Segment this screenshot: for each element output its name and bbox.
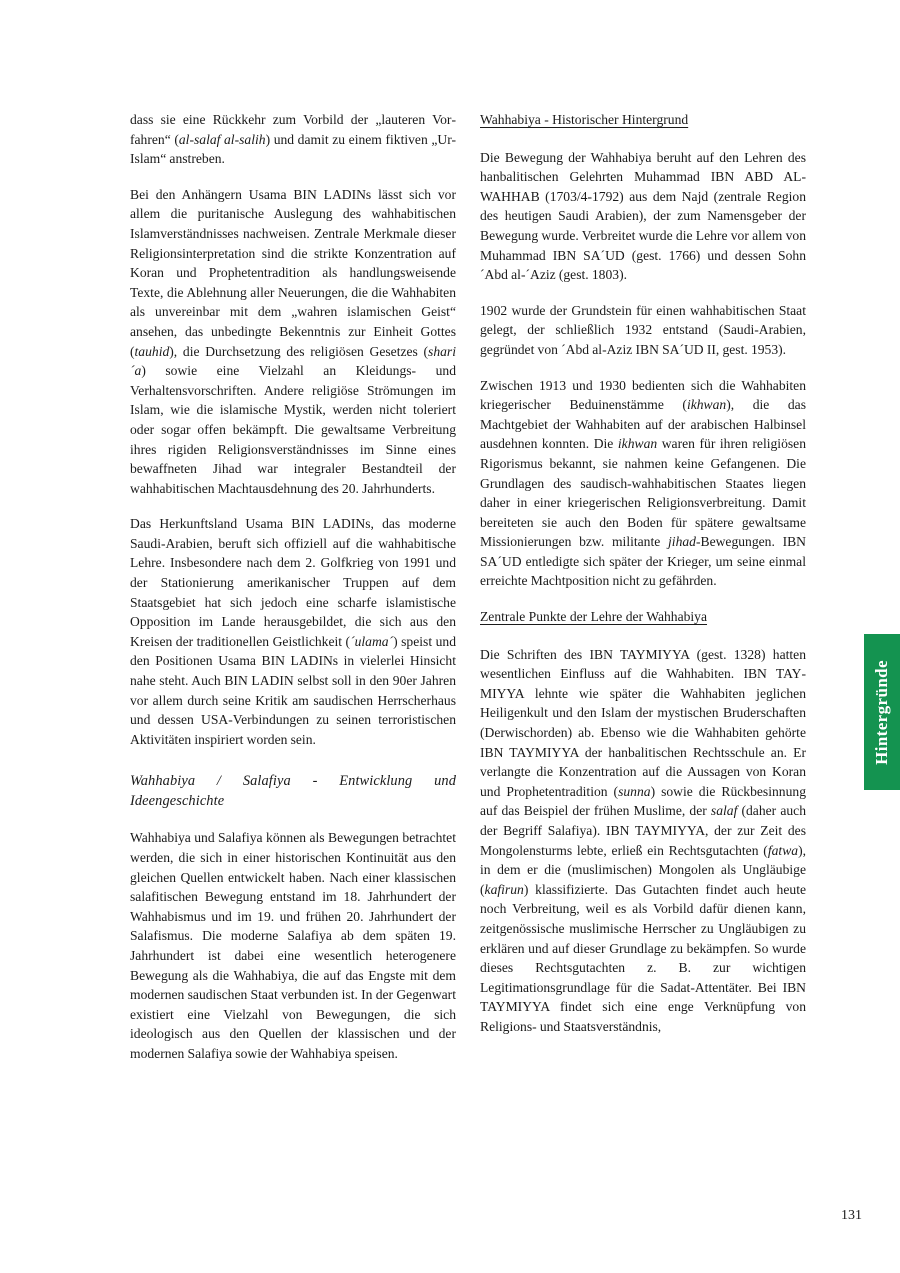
paragraph: Wahhabiya und Salafiya können als Bewegungen betrachtet werden, die sich in einer historischen Kontinuität aus den gleichen Quellen entwickelt haben. Nach einer klassischen salafitischen Bewegung entstand im 18. Jahrhundert der Wahhabismus und im 19. und frühen 20. Jahrhundert der Salafismus. Die moderne Salafiya ab dem späten 19. Jahrhundert ist dabei eine wesentlich heterogenere Bewegung als die Wahhabiya, die auf das Engste mit dem modernen saudischen Staat verbunden ist. In der Gegenwart existiert eine Vielzahl von Bewegungen, die sich ideologisch aus den Quellen der klassischen und der modernen Salafiya sowie der Wahhabiya speisen. <box>130 830 456 1061</box>
right-text-column <box>480 110 806 1080</box>
section-heading: Wahhabiya / Salafiya - Entwicklung und Ideengeschichte <box>130 773 456 810</box>
italic-term: jihad <box>668 534 696 550</box>
page-number: 131 <box>841 1208 862 1223</box>
paragraph: 1902 wurde der Grundstein für einen wahhabitischen Staat gelegt, der schließlich 1932 entstand (Saudi-Arabien, gegründet von ´Abd al-Aziz IBN SA´UD II, gest. 1953). <box>480 302 806 357</box>
italic-term: shari´a <box>130 343 456 379</box>
italic-term: al-salaf al-salih <box>178 131 266 147</box>
paragraph: Zwischen 1913 und 1930 bedienten sich die Wahhabiten kriegerischer Beduinenstämme (ikhwan), die das Machtgebiet der Wahhabiten auf der arabischen Halbinsel ausdehnen konnten. Die ikhwan waren für ihren religiösen Rigorismus bekannt, sie nahmen keine Gefangenen. Die Grundlagen des saudisch-wahhabitischen Staates liegen daher in einer kriegerischen Religionsverbreitung. Damit bereiteten sie auch den Boden für spätere gewaltsame Missionierungen bzw. militante jihad-Bewegungen. IBN SA´UD entledigte sich später der Krieger, um seine einmal erreichte Machtposition nicht zu gefährden. <box>480 377 807 589</box>
paragraph: Das Herkunftsland Usama BIN LADINs, das moderne Saudi-Arabien, beruft sich offiziell auf die wahhabitische Lehre. Insbesondere nach dem 2. Golfkrieg von 1991 und der Stationierung amerikanischer Truppen auf dem Staatsgebiet hat sich jedoch eine scharfe islamistische Opposition im Lande herausgebildet, die sich aus den Kreisen der traditionellen Geistlichkeit (´ulama´) speist und den Positionen Usama BIN LADINs in vielerlei Hinsicht nahe steht. Auch BIN LADIN selbst soll in den 90er Jahren vor allem durch seine Kritik am saudischen Herrscherhaus und dessen USA-Verbindungen zu seinen terroristischen Aktivitäten inspiriert worden sein. <box>130 516 456 747</box>
italic-term: salaf <box>710 803 738 819</box>
italic-term: ´ulama´ <box>350 633 394 649</box>
sub-heading-zentrale-punkte: Zentrale Punkte der Lehre der Wahhabiya <box>480 609 708 625</box>
sub-heading-historischer-hintergrund: Wahhabiya - Historischer Hintergrund <box>480 112 689 127</box>
paragraph: dass sie eine Rückkehr zum Vorbild der „lauteren Vorfahren“ (al-salaf al-salih) und damit zu einem fiktiven „Ur-Islam“ anstreben. <box>130 112 456 167</box>
italic-term: kafirun <box>484 881 524 897</box>
paragraph: Die Bewegung der Wahhabiya beruht auf den Lehren des hanbalitischen Gelehrten Muhammad IBN ABD AL-WAHHAB (1703/4-1792) aus dem Najd (zentrale Region des heutigen Saudi Arabien), der zum Namensgeber der Bewegung wurde. Verbreitet wurde die Lehre vor allem von Muhammad IBN SA´UD (gest. 1766) und dessen Sohn ´Abd al-´Aziz (gest. 1803). <box>480 149 806 283</box>
italic-term: sunna <box>618 783 651 799</box>
paragraph: Bei den Anhängern Usama BIN LADINs lässt sich vor allem die puritanische Auslegung des wahhabitischen Islamverständnisses nachweisen. Zentrale Merkmale dieser Religionsinterpretation sind die strikte Konzentration auf Koran und Prophetentradition als handlungsweisende Texte, die Ablehnung aller Neuerungen, die die Wahhabiten als unvereinbar mit dem „wahren islamischen Geist“ ansehen, das unbedingte Bekenntnis zur Einheit Gottes (tauhid), die Durchsetzung des religiösen Gesetzes (shari´a) sowie eine Vielzahl an Kleidungs- und Verhaltensvorschriften. Andere religiöse Strömungen im Islam, wie die islamische Mystik, werden nicht toleriert oder sogar offen bekämpft. Die gewaltsame Verbreitung ihres rigiden Religionsverständnisses im Sinne eines bewaffneten Jihad war integraler Bestandteil der wahhabitischen Machtausdehnung des 20. Jahrhunderts. <box>130 186 456 496</box>
paragraph: Die Schriften des IBN TAYMIYYA (gest. 1328) hatten wesentlichen Einfluss auf die Wahhabiten. IBN TAYMIYYA lehnte wie später die Wahhabiten jeglichen Heiligenkult und den Islam der mystischen Bruderschaften (Derwischorden) ab. Ebenso wie die Wahhabiten gehörte IBN TAYMIYYA der hanbalitischen Rechtsschule an. Er verlangte die Konzentration auf die Aussagen von Koran und Prophetentradition (sunna) sowie die Rückbesinnung auf das Beispiel der frühen Muslime, der salaf (daher auch der Begriff Salafiya). IBN TAYMIYYA, der zur Zeit des Mongolensturms lebte, erließ ein Rechtsgutachten (fatwa), in dem er die (muslimischen) Mongolen als Ungläubige (kafirun) klassifizierte. Das Gutachten findet auch heute noch Verbreitung, weil es als Vorbild dafür dienen kann, zeitgenössische muslimische Herrscher zu Ungläubigen zu erklären und auf dieser Grundlage zu bekämpfen. So wurde dieses Rechtsgutachten z. B. zur wichtigen Legitimationsgrundlage für die Sadat-Attentäter. Bei IBN TAYMIYYA findet sich eine enge Verknüpfung von Religions- und Staatsverständnis, <box>480 646 806 1034</box>
italic-term: fatwa <box>767 842 799 858</box>
side-tab-label: Hintergründe <box>872 659 891 765</box>
italic-term: tauhid <box>134 343 170 359</box>
italic-term: ikhwan <box>617 436 658 452</box>
two-column-text-body <box>130 110 807 1080</box>
italic-term: ikhwan <box>686 397 727 413</box>
section-side-tab <box>864 634 900 790</box>
left-text-column <box>130 110 456 1080</box>
